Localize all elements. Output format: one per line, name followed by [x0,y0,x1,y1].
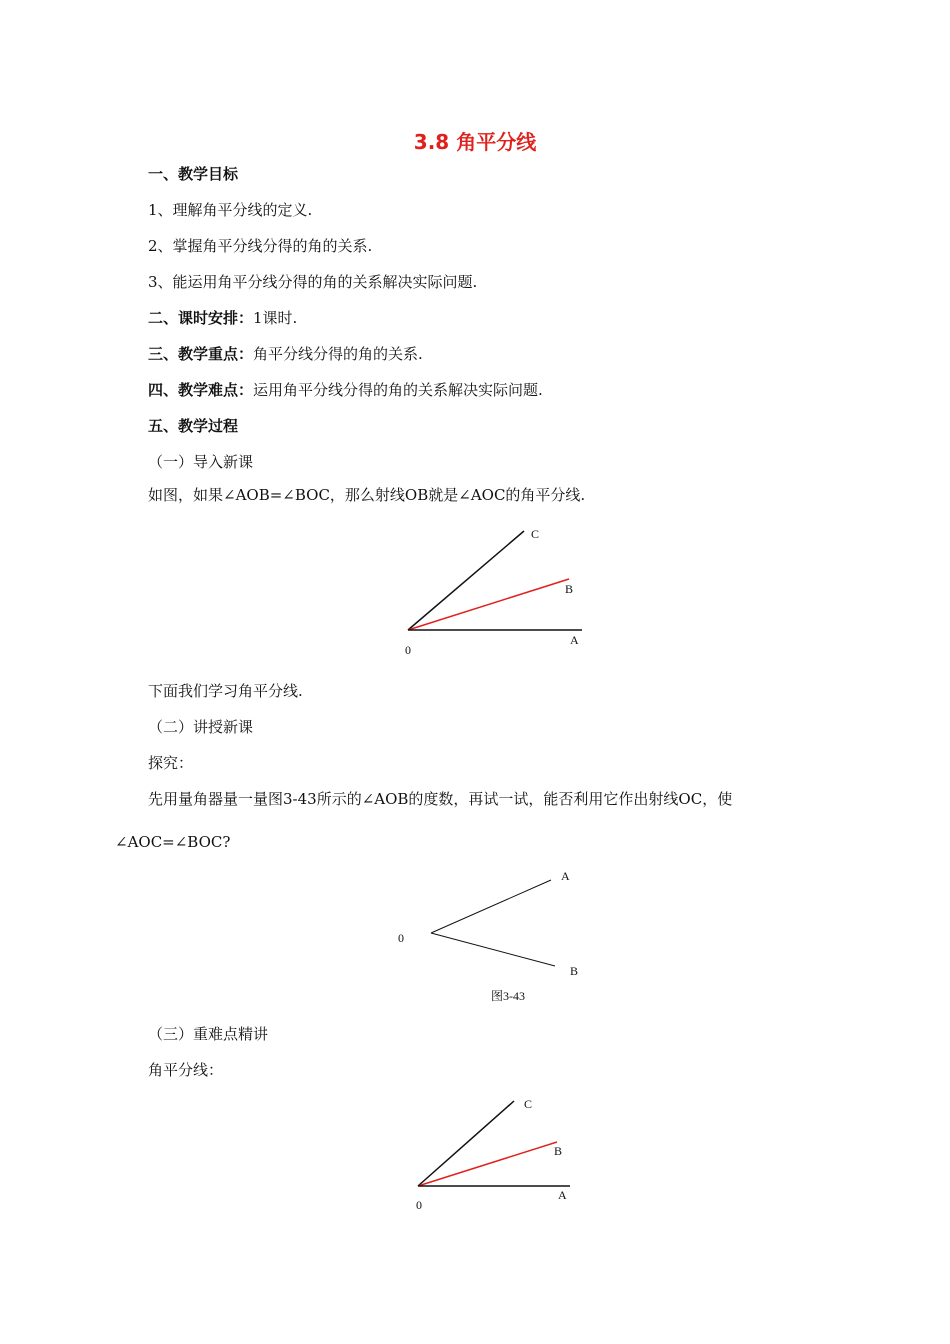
key-point-label: 三、教学重点： [148,345,254,363]
label-o: 0 [405,643,411,657]
ray-oc [418,1101,514,1186]
section-process-heading: 五、教学过程 [148,417,239,435]
label-o: 0 [398,931,404,945]
schedule-label: 二、课时安排： [148,309,254,327]
label-a: A [558,1188,567,1202]
subsection-focus: （三）重难点精讲 [148,1025,269,1043]
label-a: A [570,633,579,647]
section-objectives-heading: 一、教学目标 [148,165,239,183]
ray-oa [431,880,551,933]
figure-2-angle-aob [398,869,578,978]
label-b: B [570,964,579,978]
figure-2-caption: 图3-43 [491,989,525,1003]
ray-oc [408,531,524,630]
label-a: A [561,869,570,883]
difficulty-text: 运用角平分线分得的角的关系解决实际问题. [253,381,543,399]
label-b: B [554,1144,563,1158]
difficulty-label: 四、教学难点： [148,381,254,399]
objective-item-2: 2、掌握角平分线分得的角的关系. [148,237,373,255]
objective-item-3: 3、能运用角平分线分得的角的关系解决实际问题. [148,273,478,291]
subsection-lecture: （二）讲授新课 [148,718,254,736]
figure-1-angle-bisector [405,527,582,657]
intro-text: 如图，如果∠AOB=∠BOC，那么射线OB就是∠AOC的角平分线. [148,486,586,504]
transition-text: 下面我们学习角平分线. [148,682,303,700]
label-o: 0 [416,1198,422,1212]
explore-question-line-1: 先用量角器量一量图3-43所示的∠AOB的度数，再试一试，能否利用它作出射线OC，使 [148,790,733,808]
explore-label: 探究： [148,754,194,772]
ray-ob [418,1142,557,1186]
label-b: B [565,582,574,596]
label-c: C [524,1097,533,1111]
ray-ob [408,579,569,630]
explore-question-line-2: ∠AOC=∠BOC? [115,833,231,851]
page-title: 3.8 角平分线 [413,130,537,154]
ray-ob [431,933,555,966]
bisector-definition-label: 角平分线： [148,1061,224,1079]
schedule-text: 1课时. [253,309,298,327]
label-c: C [531,527,540,541]
subsection-intro: （一）导入新课 [148,453,254,471]
key-point-text: 角平分线分得的角的关系. [253,345,423,363]
figure-3-angle-bisector [416,1097,570,1212]
objective-item-1: 1、理解角平分线的定义. [148,201,313,219]
